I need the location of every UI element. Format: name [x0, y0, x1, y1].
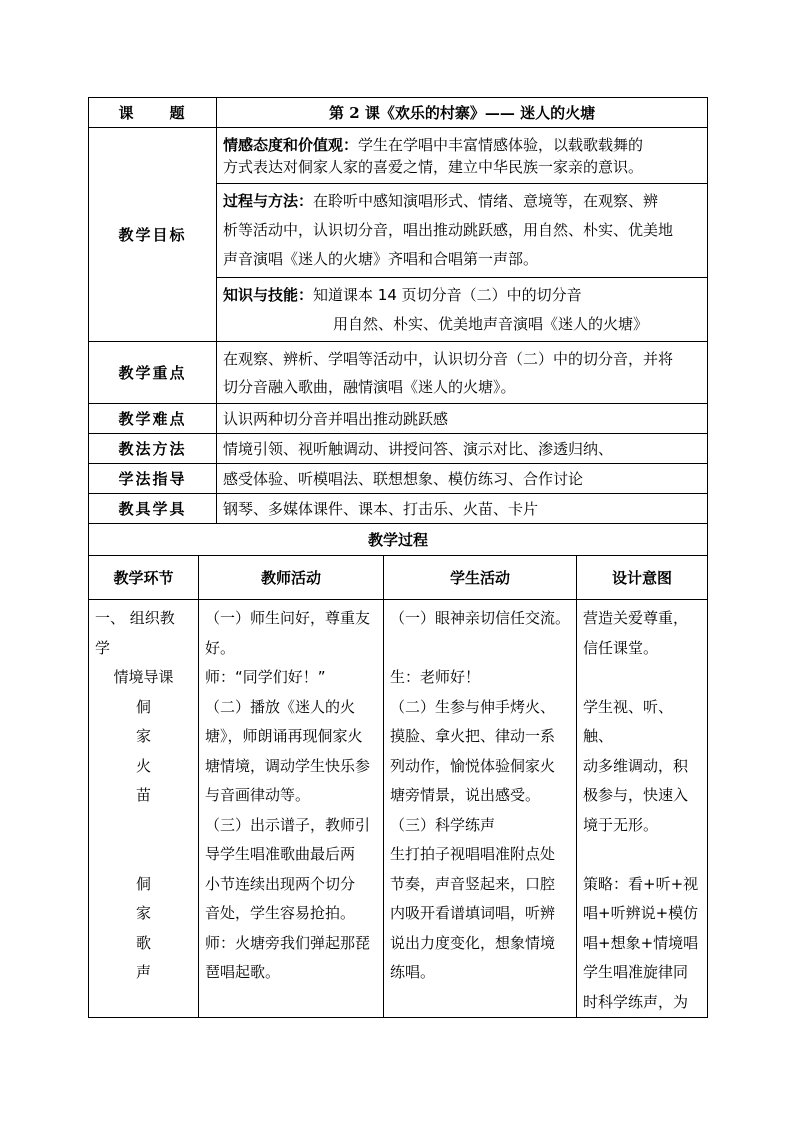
student-l11: 说出力度变化，想象情境	[390, 933, 556, 952]
teacher-l10: 小节连续出现两个切分	[205, 874, 356, 893]
col-student: 学生活动	[384, 556, 577, 600]
objective-process-text3: 声音演唱《迷人的火塘》齐唱和合唱第一声部。	[223, 250, 539, 268]
stage-gap2	[95, 840, 192, 870]
stage-line1: 一、 组织教	[95, 609, 175, 627]
objective-knowledge-heading: 知识与技能：	[223, 285, 314, 304]
methods-label: 教法方法	[89, 434, 217, 464]
teacher-cell	[199, 600, 384, 1018]
teacher-l6: 塘情境，调动学生快乐参	[205, 756, 371, 775]
student-l1: （一）眼神亲切信任交流。	[390, 609, 571, 627]
process-header-row	[89, 556, 708, 600]
teacher-l12: 师：火塘旁我们弹起那琵	[205, 933, 371, 952]
stage-c2: 家	[135, 727, 151, 745]
objective-process-text2: 析等活动中，认识切分音，唱出推动跳跃感，用自然、朴实、优美地	[223, 221, 674, 239]
methods-row	[89, 434, 708, 464]
objective-emotion-heading: 情感态度和价值观：	[223, 135, 359, 154]
key-points-label: 教学重点	[89, 342, 217, 404]
stage-line3: 情境导课	[113, 668, 174, 686]
objective-knowledge-text: 知道课本 14 页切分音（二）中的切分音	[313, 285, 582, 304]
col-stage: 教学环节	[89, 556, 199, 600]
design-l2: 信任课堂。	[583, 638, 659, 657]
difficulty-row	[89, 404, 708, 434]
teacher-l5: 塘》，师朗诵再现侗家火	[205, 727, 363, 745]
student-l2: 生：老师好！	[390, 668, 481, 686]
study-row	[89, 464, 708, 494]
design-l3: 学生视、听、触、	[583, 697, 674, 745]
teacher-l9: 导学生唱准歌曲最后两	[205, 845, 356, 863]
stage-line2: 学	[95, 638, 111, 657]
teacher-l4: （二）播放《迷人的火	[205, 697, 356, 716]
design-l10: 学生唱准旋律同	[583, 963, 689, 981]
design-l1: 营造关爱尊重，	[583, 609, 689, 627]
objective-emotion-text2: 方式表达对侗家人家的喜爱之情，建立中华民族一家亲的意识。	[223, 157, 644, 176]
tools-row	[89, 494, 708, 524]
stage-cell	[89, 600, 199, 1018]
course-label: 课 题	[89, 98, 217, 128]
objective-emotion	[217, 128, 708, 184]
objective-knowledge-text2: 用自然、朴实、优美地声音演唱《迷人的火塘》	[333, 314, 649, 333]
tools-label: 教具学具	[89, 494, 217, 524]
key-points-line2: 切分音融入歌曲，融情演唱《迷人的火塘》。	[223, 377, 516, 396]
objective-process-text: 在聆听中感知演唱形式、情绪、意境等，在观察、辨	[313, 192, 659, 210]
col-teacher: 教师活动	[199, 556, 384, 600]
student-l10: 内吸开看谱填词唱，听辨	[390, 904, 556, 922]
objective-emotion-text: 学生在学唱中丰富情感体验，以载歌载舞的	[358, 135, 644, 154]
teacher-l13: 琶唱起歌。	[205, 963, 281, 981]
key-points	[217, 342, 708, 404]
col-design: 设计意图	[577, 556, 708, 600]
objective-emotion-row	[89, 128, 708, 184]
teacher-l2: 好。	[205, 638, 236, 657]
process-title-row	[89, 524, 708, 556]
student-l4: 摸脸、拿火把、律动一系	[390, 727, 556, 745]
process-body-row	[89, 600, 708, 1018]
objective-process	[217, 184, 708, 278]
student-l12: 练唱。	[390, 963, 436, 981]
course-row	[89, 98, 708, 128]
design-l6: 境于无形。	[583, 815, 659, 834]
objective-process-heading: 过程与方法：	[223, 192, 314, 210]
study-text: 感受体验、听模唱法、联想想象、模仿练习、合作讨论	[217, 464, 708, 494]
stage-c3: 火	[135, 756, 151, 775]
design-l11: 时科学练声，为	[583, 992, 689, 1011]
difficulty-label: 教学难点	[89, 404, 217, 434]
teacher-l8: （三）出示谱子，教师引	[205, 815, 371, 834]
student-l8: 生打拍子视唱唱准附点处	[390, 845, 556, 863]
stage-d1: 侗	[135, 874, 151, 893]
design-l7: 策略：看+听+视	[583, 874, 699, 893]
teacher-l1: （一）师生问好，尊重友	[205, 609, 371, 627]
study-label: 学法指导	[89, 464, 217, 494]
student-l5: 列动作，愉悦体验侗家火	[390, 756, 556, 775]
design-gap	[583, 663, 701, 693]
process-title: 教学过程	[89, 524, 708, 556]
course-title: 第 2 课《欢乐的村寨》—— 迷人的火塘	[217, 98, 708, 128]
teacher-l7: 与音画律动等。	[205, 786, 311, 804]
stage-c1: 侗	[135, 697, 151, 716]
student-l6: 塘旁情景，说出感受。	[390, 786, 541, 804]
design-l8: 唱+听辨说+模仿	[583, 904, 699, 922]
design-l4: 动多维调动，积	[583, 756, 689, 775]
stage-gap	[95, 811, 192, 841]
design-l5: 极参与，快速入	[583, 786, 689, 804]
key-points-line1: 在观察、辨析、学唱等活动中，认识切分音（二）中的切分音，并将	[223, 349, 674, 368]
design-gap2	[583, 840, 701, 870]
key-points-row	[89, 342, 708, 404]
methods-text: 情境引领、视听触调动、讲授问答、演示对比、渗透归纳、	[217, 434, 708, 464]
student-cell	[384, 600, 577, 1018]
student-l7: （三）科学练声	[390, 815, 496, 834]
student-l9: 节奏，声音竖起来，口腔	[390, 874, 556, 893]
stage-d2: 家	[135, 904, 151, 922]
objective-knowledge	[217, 278, 708, 342]
stage-c4: 苗	[135, 786, 151, 804]
design-cell	[577, 600, 708, 1018]
student-l3: （二）生参与伸手烤火、	[390, 697, 556, 716]
lesson-plan-table	[88, 97, 708, 1018]
difficulty-text: 认识两种切分音并唱出推动跳跃感	[217, 404, 708, 434]
stage-d3: 歌	[135, 933, 151, 952]
design-l9: 唱+想象+情境唱	[583, 933, 699, 952]
objectives-label: 教学目标	[89, 128, 217, 342]
tools-text: 钢琴、多媒体课件、课本、打击乐、火苗、卡片	[217, 494, 708, 524]
teacher-l3: 师：“同学们好！”	[205, 668, 326, 686]
stage-d4: 声	[135, 963, 151, 981]
student-gap	[390, 634, 570, 664]
teacher-l11: 音处，学生容易抢拍。	[205, 904, 356, 922]
